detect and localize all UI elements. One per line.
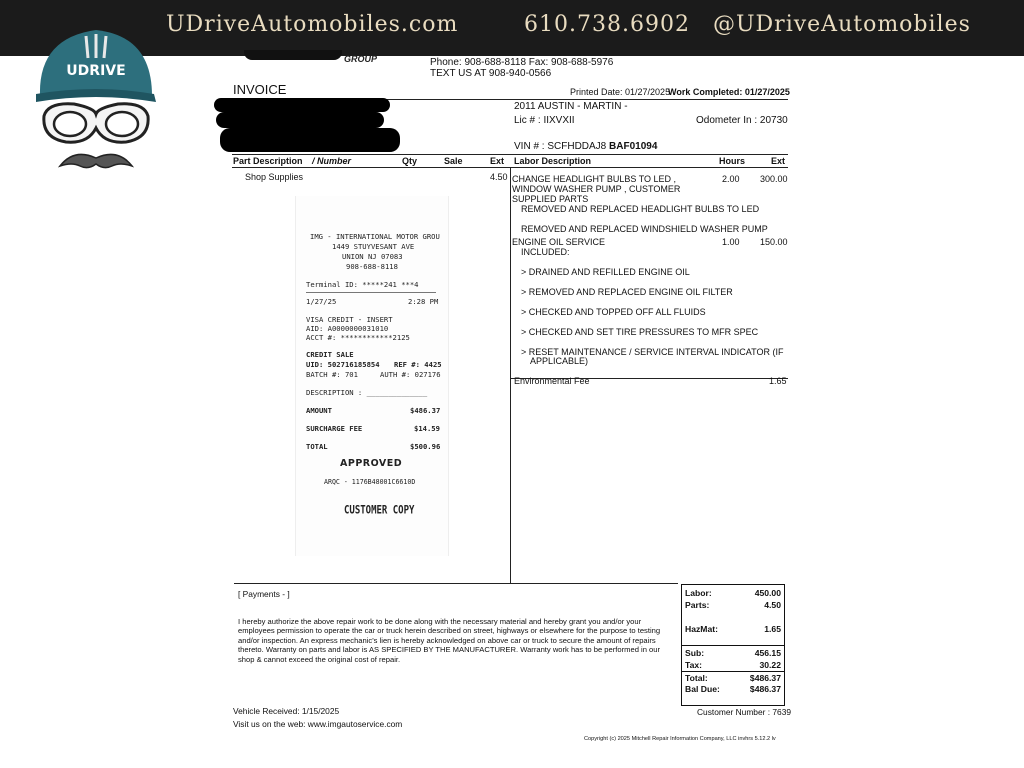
header-labor-ext: Ext bbox=[771, 156, 786, 166]
labor-job2-line1: ENGINE OIL SERVICE bbox=[512, 237, 606, 247]
header-part-ext: Ext bbox=[490, 156, 505, 166]
header-part-number: / Number bbox=[312, 156, 352, 166]
labor-job1-note1: REMOVED AND REPLACED HEADLIGHT BULBS TO LED bbox=[521, 204, 760, 214]
labor-job2-hours: 1.00 bbox=[722, 237, 740, 247]
labor-job2-item: > RESET MAINTENANCE / SERVICE INTERVAL INDICATOR (IF bbox=[521, 347, 784, 357]
totals-box bbox=[681, 584, 785, 706]
shop-group-label: GROUP bbox=[344, 54, 378, 64]
labor-job1-hours: 2.00 bbox=[722, 174, 740, 184]
shop-phone-fax: Phone: 908-688-8118 Fax: 908-688-5976 bbox=[430, 57, 614, 68]
labor-job1-line3: SUPPLIED PARTS bbox=[512, 194, 589, 204]
receipt-amount: $486.37 bbox=[410, 406, 441, 415]
vehicle-odometer: Odometer In : 20730 bbox=[696, 115, 788, 126]
receipt-uid: UID: 502716185854 bbox=[306, 360, 380, 369]
receipt-phone: 908-688-8118 bbox=[346, 262, 398, 271]
labor-job1-ext: 300.00 bbox=[760, 174, 788, 184]
labor-job2-item: > CHECKED AND SET TIRE PRESSURES TO MFR SPEC bbox=[521, 327, 759, 337]
invoice-title: INVOICE bbox=[233, 82, 287, 97]
banner-website[interactable]: UDriveAutomobiles.com bbox=[166, 12, 459, 37]
printed-date: Printed Date: 01/27/2025 bbox=[570, 87, 671, 97]
receipt-card-type: VISA CREDIT - INSERT bbox=[306, 315, 393, 324]
banner-phone[interactable]: 610.738.6902 bbox=[524, 12, 690, 37]
customer-number: Customer Number : 7639 bbox=[697, 707, 792, 717]
receipt-total: $500.96 bbox=[410, 442, 441, 451]
header-qty: Qty bbox=[402, 156, 418, 166]
totals-parts-value: 4.50 bbox=[764, 600, 781, 610]
receipt-merchant: IMG - INTERNATIONAL MOTOR GROU bbox=[310, 232, 440, 241]
labor-job1-note2: REMOVED AND REPLACED WINDSHIELD WASHER PUMP bbox=[521, 224, 768, 234]
labor-job2-line2: INCLUDED: bbox=[521, 247, 570, 257]
part-ext-shop-supplies: 4.50 bbox=[490, 172, 508, 182]
totals-separator-2 bbox=[682, 671, 784, 672]
totals-total-label: Total: bbox=[685, 673, 708, 683]
table-header-top-rule bbox=[232, 154, 788, 155]
authorization-text: I hereby authorize the above repair work to be done along with the necessary material and hereby grant you and/or your employees permission to operate the car or truck herein described on street, highways or elsewhere for the purpose to testing and/or inspection. An express mechanic's lien is hereby acknowledged on above car or truck to secure the amount of repairs thereto. Warranty on parts and labor is AS SPECIFIED BY THE MANUFACTURER. Warranty work has to be performed in our shop & cannot exceed the original cost of repair. bbox=[238, 617, 661, 664]
redacted-customer-info-2 bbox=[216, 112, 384, 128]
receipt-approved: APPROVED bbox=[340, 458, 403, 469]
receipt-surcharge: $14.59 bbox=[414, 424, 440, 433]
vehicle-received: Vehicle Received: 1/15/2025 bbox=[233, 706, 340, 716]
labor-job2-item: APPLICABLE) bbox=[530, 356, 589, 366]
visit-website: Visit us on the web: www.imgautoservice.com bbox=[233, 719, 403, 729]
receipt-address: 1449 STUYVESANT AVE bbox=[332, 242, 415, 251]
labor-job2-item: > CHECKED AND TOPPED OFF ALL FLUIDS bbox=[521, 307, 706, 317]
receipt-amount-label: AMOUNT bbox=[306, 406, 332, 415]
receipt-ref: REF #: 4425 bbox=[394, 360, 442, 369]
labor-job2-item: > DRAINED AND REFILLED ENGINE OIL bbox=[521, 267, 690, 277]
totals-parts-label: Parts: bbox=[685, 600, 710, 610]
receipt-customer-copy: CUSTOMER COPY bbox=[344, 504, 415, 518]
copyright: Copyright (c) 2025 Mitchell Repair Information Company, LLC invhrs 5.12.2 lv bbox=[584, 736, 776, 742]
part-description-shop-supplies: Shop Supplies bbox=[245, 172, 304, 182]
shop-text-us: TEXT US AT 908-940-0566 bbox=[430, 68, 552, 79]
header-hours: Hours bbox=[719, 156, 746, 166]
labor-job1-line2: WINDOW WASHER PUMP , CUSTOMER bbox=[512, 184, 681, 194]
vehicle-license: Lic # : IIXVXII bbox=[514, 115, 575, 126]
redacted-customer-info bbox=[214, 98, 390, 112]
receipt-terminal: Terminal ID: *****241 ***4 bbox=[306, 280, 419, 289]
labor-job2-item: > REMOVED AND REPLACED ENGINE OIL FILTER bbox=[521, 287, 733, 297]
totals-tax-label: Tax: bbox=[685, 660, 703, 670]
receipt-batch: BATCH #: 701 bbox=[306, 370, 358, 379]
totals-labor-label: Labor: bbox=[685, 588, 712, 598]
receipt-arqc: ARQC - 1176B48001C6610D bbox=[324, 478, 416, 486]
totals-hazmat-value: 1.65 bbox=[764, 624, 781, 634]
vin-label: VIN # : SCFHDDAJ8 bbox=[514, 141, 607, 152]
totals-tax-value: 30.22 bbox=[759, 660, 781, 670]
vehicle-model: 2011 AUSTIN - MARTIN - bbox=[514, 101, 628, 112]
svg-text:UDRIVE: UDRIVE bbox=[66, 63, 126, 79]
vehicle-vin bbox=[514, 141, 657, 152]
totals-separator bbox=[682, 645, 784, 646]
banner-handle[interactable]: @UDriveAutomobiles bbox=[713, 12, 971, 37]
udrive-logo-icon bbox=[34, 18, 158, 178]
totals-bal-due-value: $486.37 bbox=[749, 684, 781, 694]
environmental-fee-label: Environmental Fee bbox=[514, 376, 590, 386]
receipt-date: 1/27/25 bbox=[306, 297, 337, 306]
receipt-divider bbox=[306, 292, 436, 293]
receipt-total-label: TOTAL bbox=[306, 442, 328, 451]
udrive-logo bbox=[34, 18, 158, 178]
card-receipt bbox=[295, 196, 449, 556]
vin-bold: BAF01094 bbox=[609, 141, 658, 152]
receipt-auth: AUTH #: 027176 bbox=[380, 370, 441, 379]
receipt-description: DESCRIPTION : ______________ bbox=[306, 388, 428, 397]
work-completed-date: Work Completed: 01/27/2025 bbox=[668, 87, 790, 97]
totals-sub-label: Sub: bbox=[685, 648, 705, 658]
totals-hazmat-label: HazMat: bbox=[685, 624, 718, 634]
labor-job2-ext: 150.00 bbox=[760, 237, 788, 247]
header-labor-description: Labor Description bbox=[514, 156, 592, 166]
footer-top-rule bbox=[234, 583, 678, 584]
payments-label: [ Payments - ] bbox=[238, 589, 290, 599]
redacted-customer-info-3 bbox=[220, 128, 400, 152]
header-part-description: Part Description bbox=[233, 156, 303, 166]
invoice-page bbox=[216, 56, 810, 760]
totals-total-value: $486.37 bbox=[749, 673, 781, 683]
receipt-sale-type: CREDIT SALE bbox=[306, 350, 354, 359]
environmental-fee-value: 1.65 bbox=[769, 376, 787, 386]
receipt-time: 2:28 PM bbox=[408, 297, 439, 306]
receipt-city: UNION NJ 07083 bbox=[342, 252, 403, 261]
labor-job1-line1: CHANGE HEADLIGHT BULBS TO LED , bbox=[512, 174, 677, 184]
totals-sub-value: 456.15 bbox=[754, 648, 781, 658]
totals-labor-value: 450.00 bbox=[754, 588, 781, 598]
parts-labor-divider bbox=[510, 167, 511, 583]
shop-logo-fragment bbox=[244, 50, 342, 60]
receipt-surcharge-label: SURCHARGE FEE bbox=[306, 424, 363, 433]
receipt-aid: AID: A0000000031010 bbox=[306, 324, 389, 333]
totals-bal-due-label: Bal Due: bbox=[685, 684, 720, 694]
header-sale: Sale bbox=[444, 156, 463, 166]
receipt-account: ACCT #: ************2125 bbox=[306, 333, 410, 342]
